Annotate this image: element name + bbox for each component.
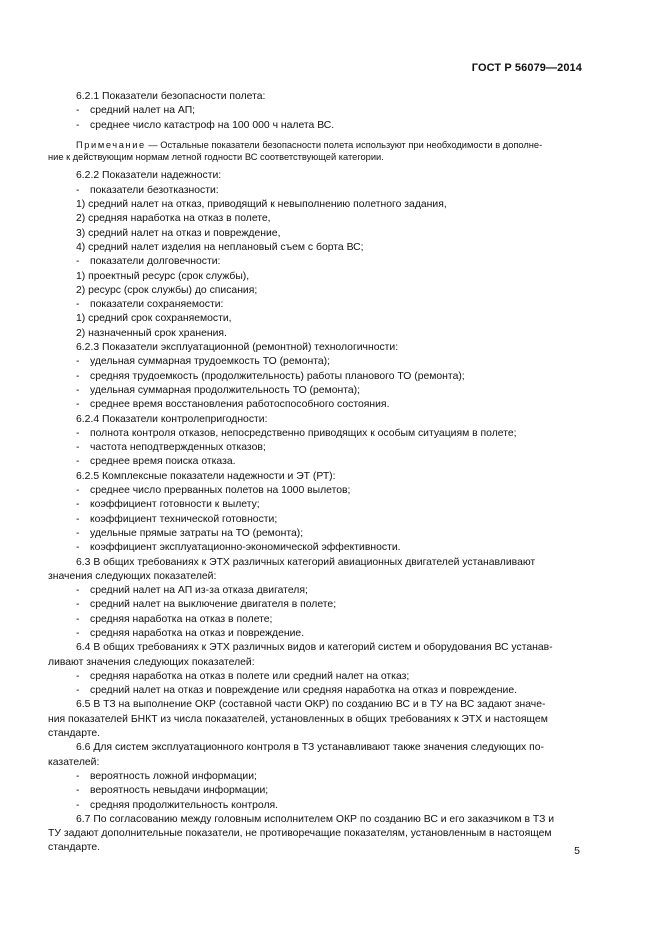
list-item: - полнота контроля отказов, непосредственно приводящих к особым ситуациям в полете; [76, 427, 517, 439]
list-item: - среднее число прерванных полетов на 1000 вылетов; [76, 485, 351, 497]
section-6-5-line: ния показателей БНКТ из числа показателей, установленных в общих требованиях к ЭТХ и настоящем [48, 713, 548, 725]
list-item: - удельные прямые затраты на ТО (ремонта); [76, 527, 304, 539]
list-item: - среднее число катастроф на 100 000 ч налета ВС. [76, 119, 335, 131]
numbered-item: 2) средняя наработка на отказ в полете, [76, 213, 271, 225]
section-6-3-line: значения следующих показателей: [48, 570, 217, 582]
note-label: Примечание [76, 139, 146, 150]
section-6-3-line: 6.3 В общих требованиях к ЭТХ различных категорий авиационных двигателей устанавливают [76, 556, 536, 568]
note-text: Остальные показатели безопасности полета используют при необходимости в дополне- [160, 139, 543, 150]
section-6-2-4-title: 6.2.4 Показатели контролепригодности: [76, 413, 268, 425]
list-item: - показатели безотказности: [76, 184, 219, 196]
list-item: - средний налет на АП из-за отказа двигателя; [76, 585, 308, 597]
numbered-item: 4) средний налет изделия на неплановый съем с борта ВС; [76, 241, 364, 253]
numbered-item: 2) ресурс (срок службы) до списания; [76, 284, 258, 296]
section-6-7-line: ТУ задают дополнительные показатели, не противоречащие показателям, установленным в настоящем [48, 828, 552, 840]
numbered-item: 1) проектный ресурс (срок службы), [76, 270, 250, 282]
list-item: - средняя наработка на отказ в полете; [76, 613, 273, 625]
section-6-2-3-title: 6.2.3 Показатели эксплуатационной (ремонтной) технологичности: [76, 342, 399, 354]
note-text-continued: к действующим нормам летной годности ВС соответствующей категории. [66, 152, 384, 163]
section-6-5-line: 6.5 В ТЗ на выполнение ОКР (составной части ОКР) по созданию ВС и в ТУ на ВС задают значе- [76, 699, 546, 711]
section-6-7-line: стандарте. [48, 842, 101, 854]
numbered-item: 1) средний налет на отказ, приводящий к невыполнению полетного задания, [76, 199, 447, 211]
note-block: Примечание — Остальные показатели безопасности полета используют при необходимости в дополне- ние к действующим нормам летной годности ВС соответствующей категории. [48, 139, 543, 163]
numbered-item: 1) средний срок сохраняемости, [76, 313, 232, 325]
list-item: - показатели долговечности: [76, 256, 221, 268]
section-6-4-line: 6.4 В общих требованиях к ЭТХ различных видов и категорий систем и оборудования ВС устанав- [76, 642, 553, 654]
section-6-2-2-title: 6.2.2 Показатели надежности: [76, 170, 222, 182]
list-item: - средняя наработка на отказ в полете или средний налет на отказ; [76, 670, 410, 682]
section-6-4-line: ливают значения следующих показателей: [48, 656, 255, 668]
list-item: - среднее время восстановления работоспособного состояния. [76, 399, 390, 411]
list-item: - коэффициент технической готовности; [76, 513, 278, 525]
page-number: 5 [574, 845, 580, 857]
list-item: - коэффициент эксплуатационно-экономической эффективности. [76, 542, 401, 554]
list-item: - удельная суммарная продолжительность ТО (ремонта); [76, 384, 361, 396]
section-6-2-1-title: 6.2.1 Показатели безопасности полета: [76, 91, 266, 102]
list-item: - средний налет на отказ и повреждение или средняя наработка на отказ и повреждение. [76, 685, 517, 697]
section-6-6-line: 6.6 Для систем эксплуатационного контроля в ТЗ устанавливают также значения следующих по- [76, 742, 544, 754]
list-item: - среднее время поиска отказа. [76, 456, 236, 468]
list-item: - удельная суммарная трудоемкость ТО (ремонта); [76, 356, 331, 368]
page-content [48, 90, 586, 856]
list-item: - средний налет на выключение двигателя в полете; [76, 599, 337, 611]
list-item: - вероятность ложной информации; [76, 770, 257, 782]
section-6-6-line: казателей: [48, 756, 100, 768]
standard-header: ГОСТ Р 56079—2014 [471, 62, 582, 74]
list-item: - средний налет на АП; [76, 105, 196, 117]
list-item: - средняя продолжительность контроля. [76, 799, 279, 811]
section-6-7-line: 6.7 По согласованию между головным исполнителем ОКР по созданию ВС и его заказчиком в ТЗ и [76, 813, 555, 825]
list-item: - средняя трудоемкость (продолжительность) работы планового ТО (ремонта); [76, 370, 465, 382]
section-6-2-5-title: 6.2.5 Комплексные показатели надежности и ЭТ (РТ): [76, 470, 336, 482]
list-item: - частота неподтвержденных отказов; [76, 442, 266, 454]
list-item: - показатели сохраняемости: [76, 299, 224, 311]
numbered-item: 3) средний налет на отказ и повреждение, [76, 227, 281, 239]
list-item: - средняя наработка на отказ и повреждение. [76, 627, 305, 639]
list-item: - коэффициент готовности к вылету; [76, 499, 260, 511]
numbered-item: 2) назначенный срок хранения. [76, 327, 227, 339]
section-6-5-line: стандарте. [48, 728, 101, 740]
list-item: - вероятность невыдачи информации; [76, 785, 269, 797]
